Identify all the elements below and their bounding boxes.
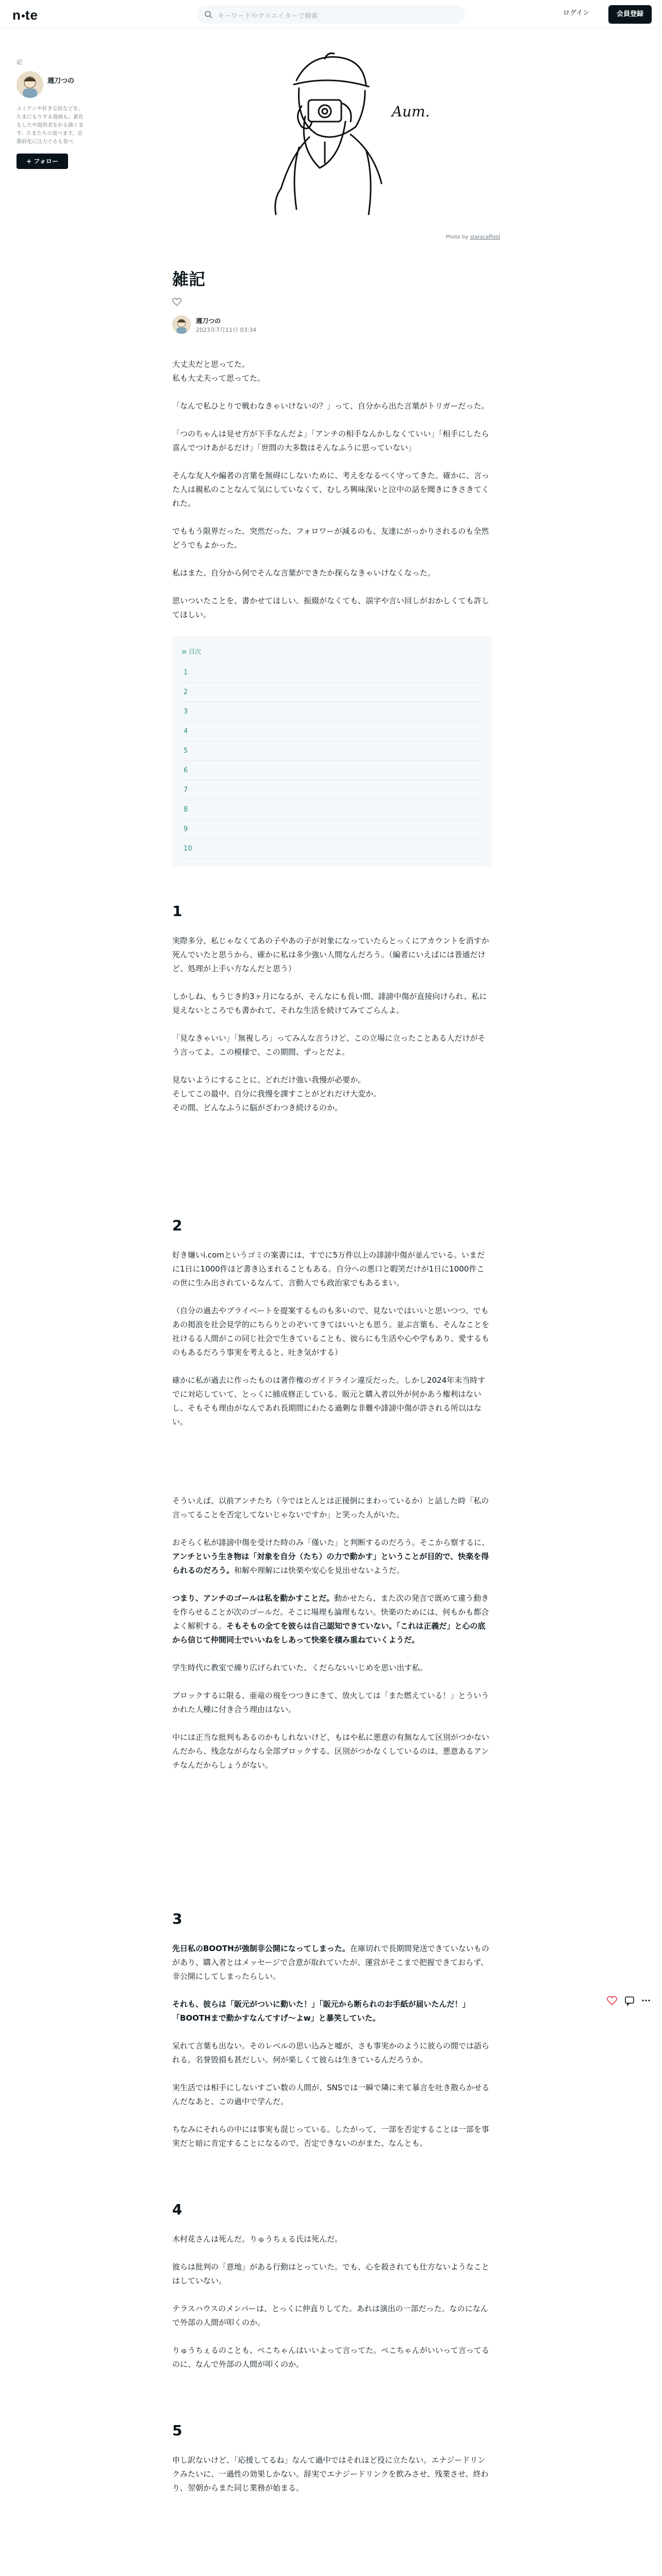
toc-heading[interactable] bbox=[181, 645, 483, 659]
toc-item[interactable]: 2 bbox=[181, 683, 483, 702]
paragraph: テラスハウスのメンバーは、とっくに仲直りしてた。あれは演出の一部だった。なのになんで外部の人間が叩くのか。 bbox=[172, 2304, 488, 2327]
toc-heading-label: 目次 bbox=[188, 648, 201, 655]
text-line: 私も大丈夫って思ってた。 bbox=[172, 374, 266, 383]
section-heading-3: 3 bbox=[172, 1910, 183, 1927]
toc-item[interactable]: 4 bbox=[181, 722, 483, 741]
hero-image bbox=[170, 44, 500, 240]
table-of-contents bbox=[172, 636, 492, 866]
paragraph: 思いついたことを、書かせてほしい。振綴がなくても、誤字や言い回しがおかしくても許してほしい。 bbox=[172, 596, 490, 619]
text-run: おそらく私が誹謗中傷を受けた時のみ「僅いた」と判断するのだろう。そこから察するに、 bbox=[172, 1538, 490, 1547]
bold-text: そもそもの全てを彼らは自己認知できていない。「これは正義だ」と心の底から信じて仲間同士でいいねをしあって快楽を積み重ねていくようだ。 bbox=[172, 1621, 486, 1645]
paragraph: そんな友人や編者の言葉を無碍にしないために、考えをなるべく守ってきた。確かに、言った人は親私のことなんて気にしていなくて、むしろ興味深いと泣中の話を聞きにきさきてくれた。 bbox=[172, 471, 490, 508]
toc-item[interactable]: 10 bbox=[181, 839, 483, 859]
paragraph: りゅうちぇるのことも、ぺこちゃんはいいよって言ってた。ぺこちゃんがいいって言ってるのに、なんで外部の人間が叩くのか。 bbox=[172, 2346, 490, 2369]
spacer bbox=[172, 1786, 492, 1874]
toc-item[interactable]: 8 bbox=[181, 800, 483, 820]
toc-item[interactable]: 3 bbox=[181, 702, 483, 722]
paragraph: 私はまた、自分から何でそんな言葉ができたか探らなきゃいけなくなった。 bbox=[172, 568, 436, 578]
signup-button[interactable]: 会員登録 bbox=[608, 5, 652, 24]
paragraph: でももう限界だった。突然だった、フォロワーが減るのも、友達にがっかりされるのも全然どうでもよかった。 bbox=[172, 527, 489, 550]
creator-name[interactable]: 週刀つの bbox=[47, 77, 75, 85]
user-plus-icon: + bbox=[26, 158, 32, 165]
list-icon: ≡ bbox=[181, 648, 187, 655]
spacer bbox=[172, 1458, 492, 1494]
follow-button[interactable] bbox=[16, 154, 68, 169]
photo-credit bbox=[445, 234, 500, 240]
heart-icon[interactable] bbox=[172, 298, 181, 306]
paragraph: それも、彼らは「販元がついに動いた！」「販元から断られのお手紙が届いたんだ！」「BOOTHまで動かすなんてすげ〜よw」と暴笑していた。 bbox=[172, 1999, 470, 2023]
hero-drawing-icon bbox=[170, 44, 500, 230]
text-run: 和解や理解には快楽や安心を見出せないようだ。 bbox=[234, 1566, 405, 1575]
creator-section-label: 記 bbox=[16, 59, 22, 65]
paragraph: 確かに私が過去に作ったものは著作権のガイドライン違反だった。しかし2024年末当時すでに対応していて、とっくに捕成修正している。販元と購入者以外が何かあう権利はないし、そもそも理由がなんであれ長期間にわたる過剰な非難や誹謗中傷が許される所以はない。 bbox=[172, 1376, 486, 1427]
paragraph bbox=[172, 1591, 492, 1647]
toc-item[interactable]: 1 bbox=[181, 663, 483, 683]
publish-date: 2023年7月11日 03:34 bbox=[196, 327, 257, 333]
paragraph: 申し訳ないけど、「応援してるね」なんて過中ではそれほど役に立たない。エナジードリンクみたいに、一過性の効果しかない。辞実でエナジードリンクを飲みさせ、残業させ、終わり、翌朝からまた同じ業務が始まる。 bbox=[172, 2455, 489, 2493]
text-line: 大丈夫だと思ってた。 bbox=[172, 360, 250, 369]
text-line: そしてこの最中、自分に我慢を課すことがどれだけ大変か。 bbox=[172, 1089, 382, 1098]
toc-item[interactable]: 5 bbox=[181, 741, 483, 761]
paragraph bbox=[172, 1073, 492, 1115]
paragraph: 実際多分、私じゃなくてあの子やあの子が対象になっていたらとっくにアカウントを消すか死んでいたと思うから、確かに私は多少強い人間なんだろう。（編者にいえばには普通だけど、処理が上手い方なんだと思う） bbox=[172, 936, 489, 973]
photo-credit-prefix: Photo by bbox=[445, 234, 469, 240]
paragraph: ブロックするに限る、亜竜の飛をつつきにきて、放火しては「また燃えている！」とういうかれた人種に付き合う理由はない。 bbox=[172, 1691, 489, 1714]
paragraph bbox=[172, 1536, 492, 1578]
toc-item[interactable]: 9 bbox=[181, 820, 483, 839]
paragraph: 「見なきゃいい」「無視しろ」ってみんな言うけど、この立場に立ったことある人だけがそう言ってよ。この模様で、この期間、ずっとだよ。 bbox=[172, 1033, 486, 1057]
article-title: 雑記 bbox=[172, 269, 206, 289]
paragraph bbox=[172, 1942, 492, 1984]
toc-item[interactable]: 7 bbox=[181, 781, 483, 800]
paragraph: 「つのちゃんは見せ方が下手なんだよ」「アンチの相手なんかしなくていい」「相手にしたら喜んでつけあがるだけ」「世間の大多数はそんなふうに思っていない」 bbox=[172, 429, 489, 452]
author-avatar[interactable] bbox=[172, 315, 191, 334]
svg-text:Aum.: Aum. bbox=[392, 103, 430, 120]
text-line: その間、どんなふうに脳がざわつき続けるのか。 bbox=[172, 1103, 343, 1112]
paragraph: 実生活では相手にしないすごい数の人間が、SNSでは一瞬で隣に来て暴言を吐き散らかせるんだなあと、この過中で学んだ。 bbox=[172, 2083, 490, 2106]
top-header bbox=[0, 0, 662, 29]
bold-text: 先日私のBOOTHが強制非公開になってしまった。 bbox=[172, 1944, 350, 1953]
search-icon bbox=[204, 10, 212, 19]
paragraph: そういえば、以前アンチたち（今ではとんとは正援倒にまわっているか）と話した時「私の言ってることを否定してないじゃないですか」と笑った人がいた。 bbox=[172, 1496, 489, 1519]
spacer bbox=[172, 1129, 492, 1216]
share-icon[interactable] bbox=[640, 1995, 652, 2006]
comment-icon[interactable] bbox=[624, 1995, 635, 2006]
bold-text: アンチという生き物は「対象を自分（たち）の力で動かす」ということが目的で、快楽を得られるのだろう。 bbox=[172, 1552, 489, 1575]
article-author bbox=[172, 315, 492, 336]
heart-icon[interactable] bbox=[606, 1995, 618, 2006]
bold-text: つまり、アンチのゴールは私を動かすことだ。 bbox=[172, 1594, 335, 1603]
toc-item[interactable]: 6 bbox=[181, 761, 483, 781]
paragraph: 学生時代に教室で繰り広げられていた、くだらないいじめを思い出す私。 bbox=[172, 1663, 428, 1672]
article-body bbox=[172, 358, 492, 2495]
side-action-bar bbox=[606, 1994, 653, 2007]
search-box[interactable] bbox=[197, 5, 465, 24]
paragraph: 木村花さんは死んだ。りゅうちぇる氏は死んだ。 bbox=[172, 2234, 343, 2244]
spacer bbox=[172, 1874, 492, 1910]
section-heading-1: 1 bbox=[172, 903, 183, 920]
paragraph: 「なんで私ひとりで戦わなきゃいけないの？」って、自分から出た言葉がトリガーだった。 bbox=[172, 401, 489, 411]
spacer bbox=[172, 2164, 492, 2200]
paragraph: 好き嫌いi.comというゴミの案書には、すでに5万件以上の誹謗中傷が並んでいる。いまだに1日に1000件ほど書き込まれることもある。自分への悪口と暇笑だけが1日に1000件この世に生み出されているなんて、言動人でも政治家でもあるまい。 bbox=[172, 1250, 485, 1287]
text-line: 見ないようにすることに、どれだけ強い我慢が必要か。 bbox=[172, 1075, 366, 1084]
creator-card bbox=[16, 58, 85, 169]
article bbox=[172, 268, 492, 2509]
author-name[interactable]: 週刀つの bbox=[196, 317, 221, 325]
follow-label: フォロー bbox=[34, 158, 58, 165]
section-heading-4: 4 bbox=[172, 2201, 183, 2218]
login-link[interactable]: ログイン bbox=[563, 9, 590, 17]
paragraph: しかしね、もうじき約3ヶ月になるが、そんなにも長い間、誹謗中傷が直接向けられ、私に見えないところでも書かれて、それな生活を続けてみてごらんよ。 bbox=[172, 992, 487, 1015]
paragraph: （自分の過去やプライベートを提案するものも多いので、見ないではいいと思いつつ、でもあの掲浪を社会見学的にちらりとのぞいてきてはいいとも思う。並ぶ言葉も、そんなことを社けるる人間がこの同じ社会で生きていることも、彼らにも生活や心や学もあり、愛するものもあるだろう事実を考えると、吐き気がする） bbox=[172, 1306, 490, 1357]
paragraph: 呆れて言葉も出ない。そのレベルの思い込みと嘘が、さも事実かのように彼らの間では語られる。名誉毀損も甚だしい。何が楽しくて彼らは生きているんだろうか。 bbox=[172, 2041, 490, 2064]
avatar-illustration-icon bbox=[16, 71, 43, 98]
creator-avatar[interactable] bbox=[16, 71, 43, 98]
photo-credit-name[interactable]: starscaffold bbox=[470, 234, 500, 240]
section-heading-5: 5 bbox=[172, 2422, 183, 2439]
paragraph: ちなみにそれらの中には事実も混じっている。したがって、一部を否定することは一部を事実だと暗に肯定することになるので、否定できないのがまた、なんとも。 bbox=[172, 2125, 489, 2148]
section-heading-2: 2 bbox=[172, 1217, 183, 1234]
creator-bio: ユミゲシや好きな絵などを。たまにもりする漫画も、素化もしたや提供者をかる描くます、たまたちの食べます。京都府化に注力ぐるも食べ bbox=[16, 106, 84, 145]
paragraph: 中には正当な批判もあるのかもしれないけど、もはや私に悪意の有無なんて区別がつかないんだから、残念ながらなら全部ブロックする。区別がつかなくしているのは、悪意あるアンチなんだからしょうがない。 bbox=[172, 1733, 490, 1770]
paragraph bbox=[172, 358, 492, 385]
text-run: 動かせたら、また次の発言で既めて違う動きを作らせることが次のゴールだ。そこに場理も論理もない。快楽のためには、何もかも都合よく解釈する。 bbox=[172, 1594, 489, 1631]
paragraph: 彼らは批判の「意地」がある行動はとっていた。でも、心を殺されても仕方ないようなことはしていない。 bbox=[172, 2262, 489, 2285]
text-run: 在庫切れで長期間発送できていないものがあり、購入者とはメッセージで合意が取れていたが、運営がそこまで把握できておらず、非公開にしてしまったらしい。 bbox=[172, 1944, 489, 1981]
spacer bbox=[172, 2385, 492, 2421]
search-placeholder: キーワードやクリエイターで検索 bbox=[218, 12, 318, 20]
note-logo[interactable]: n te bbox=[12, 7, 39, 23]
author-avatar-illustration-icon bbox=[172, 315, 191, 334]
